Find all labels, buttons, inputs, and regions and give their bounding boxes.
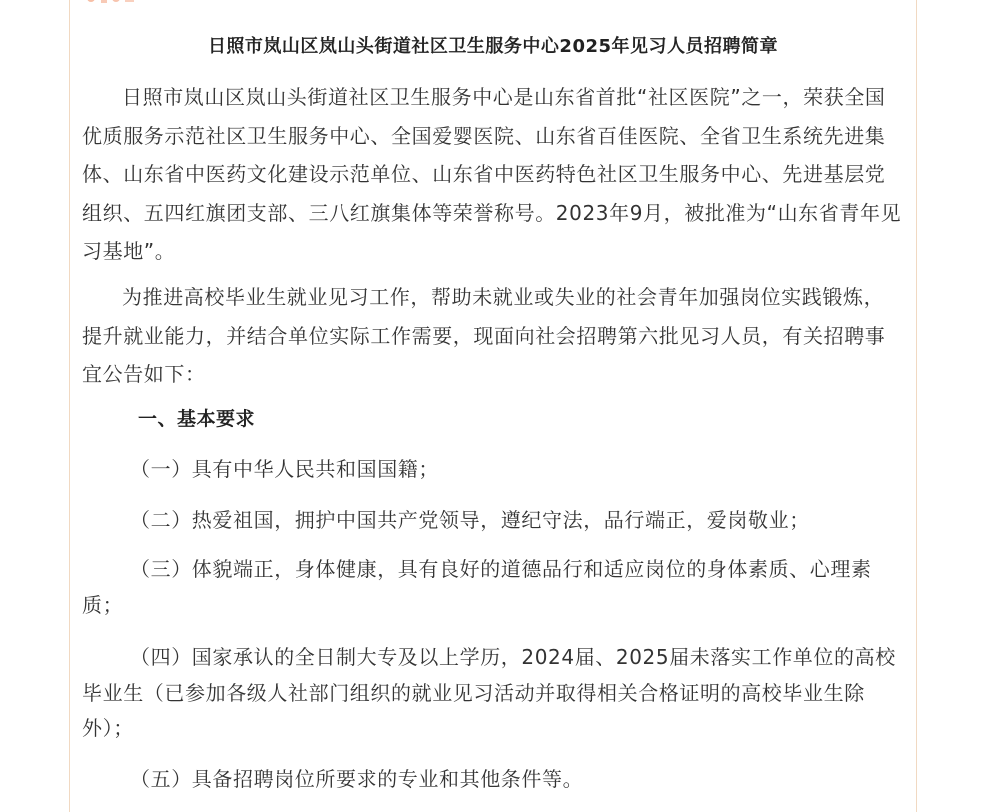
intro-paragraph: 日照市岚山区岚山头街道社区卫生服务中心是山东省首批“社区医院”之一，荣获全国优质服务示范社区卫生服务中心、全国爱婴医院、山东省百佳医院、全省卫生系统先进集体、山东省中医药文化建设示范单位、山东省中医药特色社区卫生服务中心、先进基层党组织、五四红旗团支部、三八红旗集体等荣誉称号。2023年9月，被批准为“山东省青年见习基地”。	[82, 85, 902, 263]
requirement-item-2: （二）热爱祖国，拥护中国共产党领导，遵纪守法，品行端正，爱岗敬业；	[130, 508, 810, 532]
logo-icon	[85, 0, 139, 5]
logo-bar-2	[125, 0, 134, 2]
requirement-item-4: （四）国家承认的全日制大专及以上学历，2024届、2025届未落实工作单位的高校毕业生（已参加各级人社部门组织的就业见习活动并取得相关合格证明的高校毕业生除外）；	[82, 645, 896, 740]
logo-bar-1	[101, 0, 107, 3]
purpose-paragraph: 为推进高校毕业生就业见习工作，帮助未就业或失业的社会青年加强岗位实践锻炼，提升就业能力，并结合单位实际工作需要，现面向社会招聘第六批见习人员，有关招聘事宜公告如下：	[82, 285, 886, 386]
section-heading-basic-requirements: 一、基本要求	[138, 408, 256, 430]
logo-dot-1	[87, 0, 95, 2]
requirement-item-3: （三）体貌端正，身体健康，具有良好的道德品行和适应岗位的身体素质、心理素质；	[82, 557, 872, 617]
logo-dot-2	[112, 0, 120, 2]
requirement-item-1: （一）具有中华人民共和国国籍；	[130, 457, 439, 481]
article-title: 日照市岚山区岚山头街道社区卫生服务中心2025年见习人员招聘简章	[207, 36, 779, 57]
requirement-item-5: （五）具备招聘岗位所要求的专业和其他条件等。	[130, 767, 584, 791]
